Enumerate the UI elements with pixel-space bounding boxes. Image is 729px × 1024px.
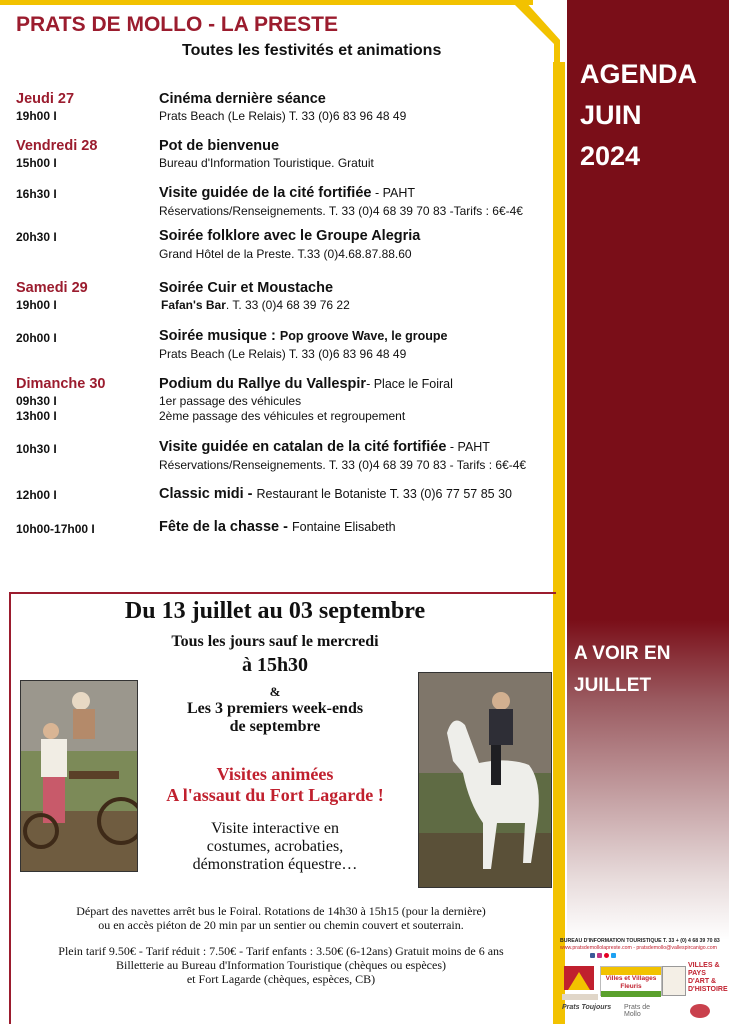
- july-red-line2: A l'assaut du Fort Lagarde !: [166, 785, 384, 805]
- agenda-month: JUIN: [580, 100, 642, 130]
- logo-villes-fleuris: [600, 966, 662, 996]
- event-detail-pot: Bureau d'Information Touristique. Gratuit: [159, 156, 374, 170]
- agenda-year: 2024: [580, 141, 641, 171]
- event-title-cinema: Cinéma dernière séance: [159, 91, 326, 107]
- event-title-rallye: [159, 376, 453, 392]
- price-line2: Billetterie au Bureau d'Information Touristique (chèques ou espèces): [116, 958, 446, 972]
- visite1-title-text: Visite guidée de la cité fortifiée: [159, 185, 372, 201]
- event-title-visite1: [159, 185, 415, 201]
- cuir-venue: Fafan's Bar: [161, 298, 226, 312]
- musique-band: Pop groove Wave, le groupe: [279, 329, 448, 343]
- time-chasse: 10h00-17h00 I: [16, 522, 95, 536]
- classic-title-text: Classic midi -: [159, 486, 257, 502]
- twitter-icon[interactable]: [611, 953, 616, 958]
- instagram-icon[interactable]: [597, 953, 602, 958]
- july-desc-line2: costumes, acrobaties,: [206, 838, 344, 855]
- event-detail-visite1: Réservations/Renseignements. T. 33 (0)4 68 39 70 83 -Tarifs : 6€-4€: [159, 204, 523, 218]
- event-title-visite2: [159, 439, 490, 455]
- day-dimanche: Dimanche 30: [16, 376, 106, 392]
- event-title-chasse: [159, 519, 396, 535]
- time-pot: 15h00 I: [16, 156, 57, 170]
- page-title: PRATS DE MOLLO - LA PRESTE: [16, 13, 339, 36]
- rallye-title-text: Podium du Rallye du Vallespir: [159, 376, 367, 392]
- time-classic: 12h00 I: [16, 488, 57, 502]
- photo-horse-rider: [418, 672, 552, 888]
- july-schedule-time: à 15h30: [241, 654, 309, 676]
- visite2-title-text: Visite guidée en catalan de la cité fortifiée: [159, 439, 447, 455]
- july-weekends-line2: de septembre: [229, 718, 321, 735]
- event-detail-cuir: [161, 298, 350, 312]
- logo-prats-de-mollo: Prats de Mollo: [624, 1004, 651, 1018]
- chasse-title-text: Fête de la chasse -: [159, 519, 292, 535]
- photo-cart-actors: [20, 680, 138, 872]
- day-vendredi: Vendredi 28: [16, 138, 98, 154]
- facebook-icon[interactable]: [590, 953, 595, 958]
- july-desc-line3: démonstration équestre…: [192, 856, 358, 873]
- musique-title-text: Soirée musique :: [159, 328, 280, 344]
- agenda-word: AGENDA: [580, 59, 698, 89]
- footer-office: BUREAU D'INFORMATION TOURISTIQUE T. 33 + (0) 4 68 39 70 83: [560, 938, 720, 944]
- event-detail-cinema: Prats Beach (Le Relais) T. 33 (0)6 83 96 48 49: [159, 109, 407, 123]
- villes-green-band: [601, 991, 661, 997]
- shuttle-info-line2: ou en accès piéton de 20 min par un sentier ou chemin couvert et souterrain.: [98, 918, 464, 932]
- event-title-classic: [159, 486, 512, 502]
- july-weekends: [150, 700, 400, 736]
- pinterest-icon[interactable]: [604, 953, 609, 958]
- time-visite1: 16h30 I: [16, 187, 57, 201]
- voir-line-2: JUILLET: [574, 675, 652, 696]
- logo-villes-pays-art: VILLES & PAYS D'ART & D'HISTOIRE: [688, 962, 728, 993]
- agenda-label: [580, 54, 720, 177]
- time-cuir: 19h00 I: [16, 298, 57, 312]
- shuttle-info: [16, 904, 546, 932]
- event-title-musique: [159, 328, 448, 344]
- villes-band: [601, 967, 661, 975]
- visite1-suffix: - PAHT: [371, 186, 415, 200]
- villes-label: Villes et Villages Fleuris: [605, 975, 657, 990]
- time-visite2: 10h30 I: [16, 442, 57, 456]
- july-description: [150, 820, 400, 874]
- cuir-phone: . T. 33 (0)4 68 39 76 22: [225, 298, 350, 312]
- price-line3: et Fort Lagarde (chèques, espèces, CB): [186, 972, 376, 986]
- july-event-title: [150, 764, 400, 806]
- event-detail-musique: Prats Beach (Le Relais) T. 33 (0)6 83 96 48 49: [159, 347, 407, 361]
- event-detail-folklore: Grand Hôtel de la Preste. T.33 (0)4.68.87.88.60: [159, 247, 412, 261]
- july-ampersand: &: [269, 684, 281, 699]
- event-detail-rallye-1: 1er passage des véhicules: [159, 394, 302, 408]
- logo-vallespir: [690, 1004, 710, 1018]
- event-title-cuir: Soirée Cuir et Moustache: [159, 280, 334, 296]
- july-red-line1: Visites animées: [216, 764, 334, 784]
- july-desc-line1: Visite interactive en: [211, 820, 339, 837]
- price-line1: Plein tarif 9.50€ - Tarif réduit : 7.50€ - Tarif enfants : 3.50€ (6-12ans) Gratuit moins de 6 ans: [58, 944, 504, 958]
- chasse-place: Fontaine Elisabeth: [291, 520, 396, 534]
- logo-prats-toujours: Prats Toujours: [562, 1004, 612, 1011]
- shuttle-info-line1: Départ des navettes arrêt bus le Foiral. Rotations de 14h30 à 15h15 (pour la dernière): [76, 904, 486, 918]
- logo-heraldic: [662, 966, 686, 996]
- july-schedule-days: Tous les jours sauf le mercredi: [171, 633, 379, 650]
- time-rallye-2: 13h00 I: [16, 409, 57, 423]
- page-subtitle: Toutes les festivités et animations: [182, 42, 442, 59]
- frame-corner: [510, 0, 560, 70]
- price-info: [16, 944, 546, 986]
- time-folklore: 20h30 I: [16, 230, 57, 244]
- july-weekends-line1: Les 3 premiers week-ends: [186, 700, 364, 717]
- classic-venue: Restaurant le Botaniste T. 33 (0)6 77 57 85 30: [256, 487, 513, 501]
- day-samedi: Samedi 29: [16, 280, 88, 296]
- july-heading: Du 13 juillet au 03 septembre: [124, 598, 426, 624]
- time-jeudi: 19h00 I: [16, 109, 57, 123]
- event-detail-rallye-2: 2ème passage des véhicules et regroupement: [159, 409, 406, 423]
- event-detail-visite2: Réservations/Renseignements. T. 33 (0)4 68 39 70 83 - Tarifs : 6€-4€: [159, 458, 527, 472]
- day-jeudi: Jeudi 27: [16, 91, 75, 107]
- footer-contact: [560, 938, 728, 952]
- time-musique: 20h00 I: [16, 331, 57, 345]
- event-title-pot: Pot de bienvenue: [159, 138, 280, 154]
- rallye-place: - Place le Foiral: [366, 377, 453, 391]
- time-rallye-1: 09h30 I: [16, 394, 57, 408]
- voir-line-1: A VOIR EN: [574, 643, 671, 664]
- footer-web[interactable]: www.pratsdemollolapreste.com - pratsdemollo@vallespircanigo.com: [560, 945, 717, 951]
- event-title-folklore: Soirée folklore avec le Groupe Alegria: [159, 228, 421, 244]
- visite2-suffix: - PAHT: [446, 440, 490, 454]
- frame-top-bar: [0, 0, 533, 5]
- voir-label: [574, 638, 714, 702]
